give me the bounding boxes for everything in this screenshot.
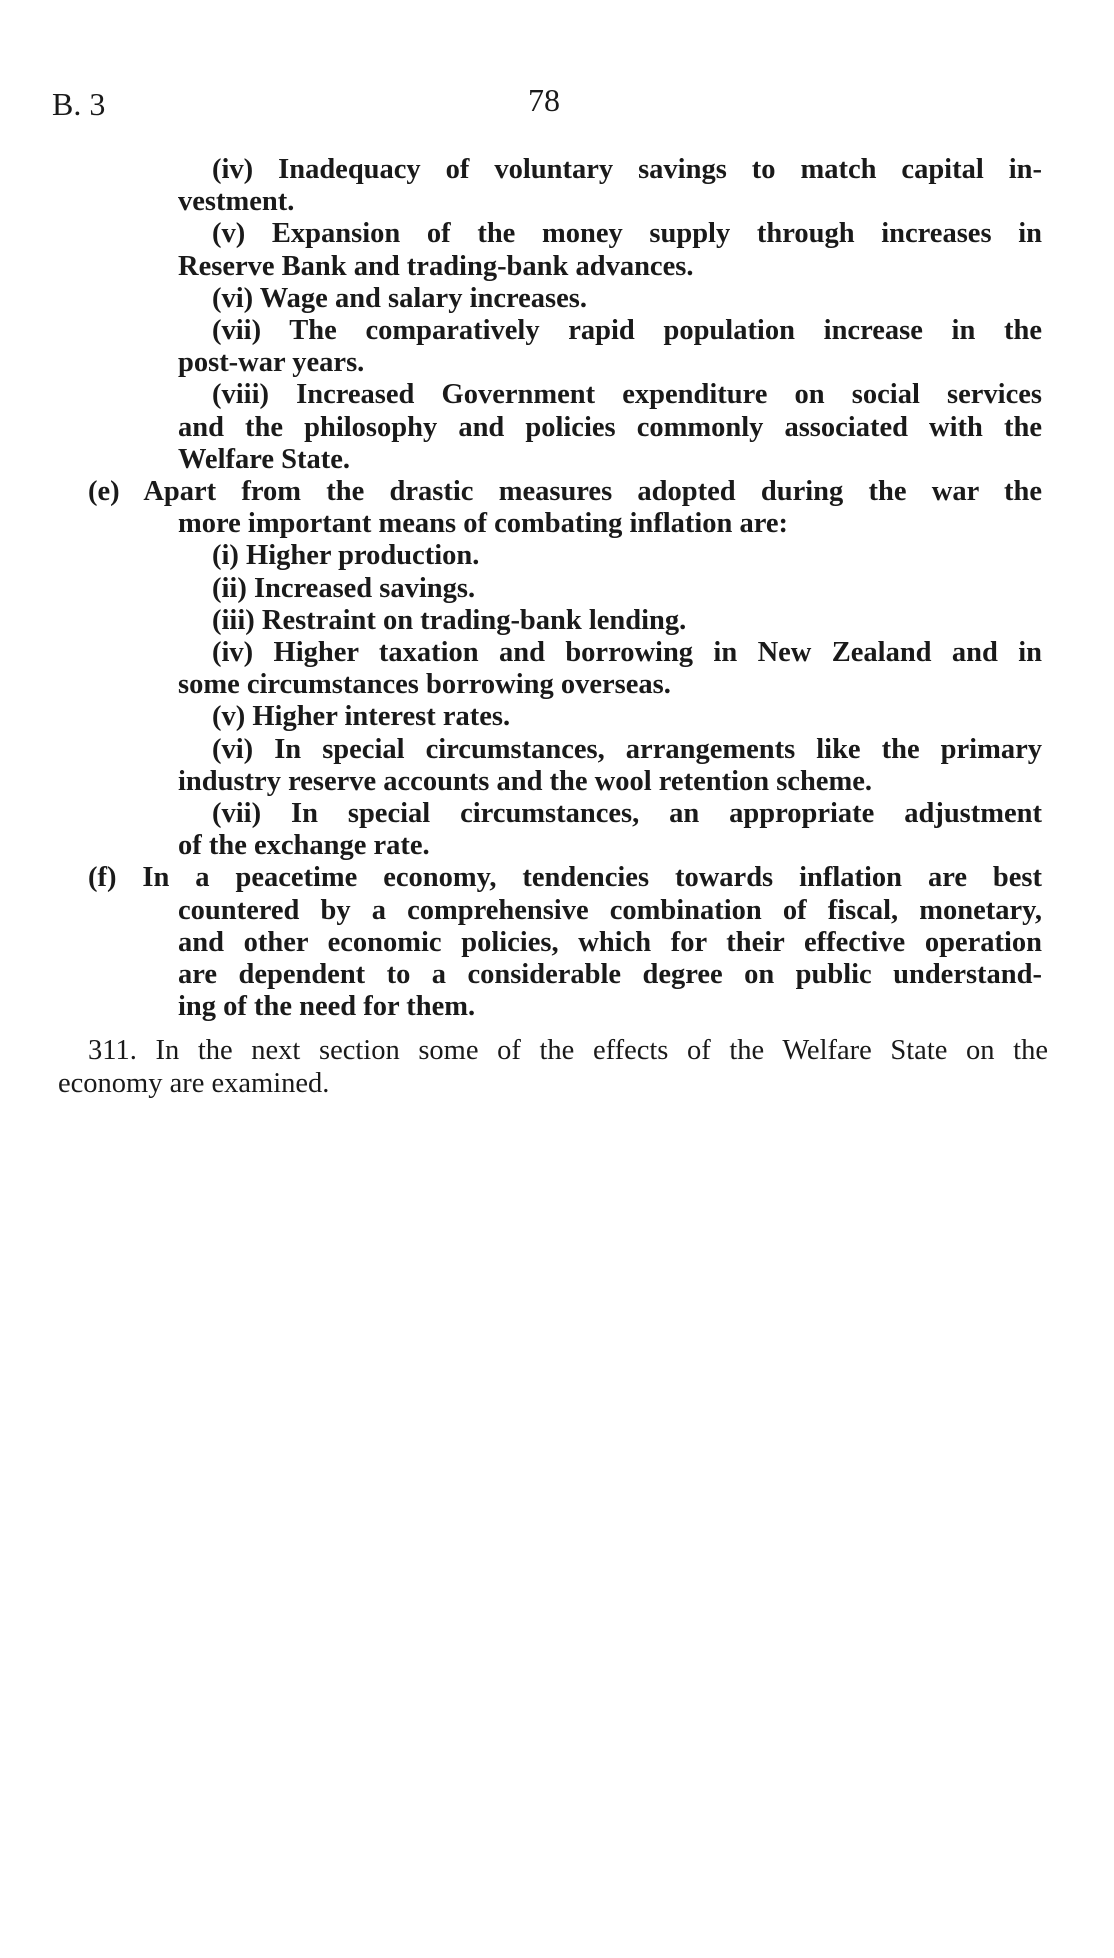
item-f-line4: are dependent to a considerable degree on public understand- <box>178 959 1042 991</box>
item-d-viii-line1: (viii) Increased Government expenditure on social services <box>212 379 1042 411</box>
item-d-vii-line1: (vii) The comparatively rapid population increase in the <box>212 315 1042 347</box>
item-e-iv-line1: (iv) Higher taxation and borrowing in New Zealand and in <box>212 637 1042 669</box>
item-f-line1: (f) In a peacetime economy, tendencies towards inflation are best <box>88 862 1042 894</box>
item-e-iv-line2: some circumstances borrowing overseas. <box>178 669 671 701</box>
item-e-i: (i) Higher production. <box>212 540 480 572</box>
item-e-iii: (iii) Restraint on trading-bank lending. <box>212 604 687 636</box>
item-d-viii-line3: Welfare State. <box>178 443 351 475</box>
item-d-viii-line2: and the philosophy and policies commonly associated with the <box>178 411 1042 443</box>
item-d-v-line1: (v) Expansion of the money supply through increases in <box>212 218 1042 250</box>
item-e-vii-line2: of the exchange rate. <box>178 830 430 862</box>
paragraph-311-line1: 311. In the next section some of the effects of the Welfare State on the <box>88 1035 1048 1067</box>
item-e-v: (v) Higher interest rates. <box>212 701 511 733</box>
item-f-line5: ing of the need for them. <box>178 991 476 1023</box>
document-code: B. 3 <box>52 86 106 122</box>
item-d-vi: (vi) Wage and salary increases. <box>212 282 587 314</box>
item-e-ii: (ii) Increased savings. <box>212 572 476 604</box>
item-e-vi-line1: (vi) In special circumstances, arrangements like the primary <box>212 733 1042 765</box>
item-e-vii-line1: (vii) In special circumstances, an appropriate adjustment <box>212 798 1042 830</box>
item-e-vi-line2: industry reserve accounts and the wool retention scheme. <box>178 765 872 797</box>
document-body <box>58 154 1048 1100</box>
item-e-line1: (e) Apart from the drastic measures adopted during the war the <box>88 476 1042 508</box>
item-d-v-line2: Reserve Bank and trading-bank advances. <box>178 250 694 282</box>
item-d-vii-line2: post-war years. <box>178 347 365 379</box>
page-number: 78 <box>528 82 560 118</box>
item-f-line2: countered by a comprehensive combination of fiscal, monetary, <box>178 894 1042 926</box>
paragraph-311-line2: economy are examined. <box>58 1067 330 1099</box>
item-e-line2: more important means of combating inflation are: <box>178 508 789 540</box>
item-d-iv-line1: (iv) Inadequacy of voluntary savings to match capital in- <box>212 154 1042 185</box>
item-f-line3: and other economic policies, which for their effective operation <box>178 926 1042 958</box>
item-d-iv-line2: vestment. <box>178 186 295 218</box>
